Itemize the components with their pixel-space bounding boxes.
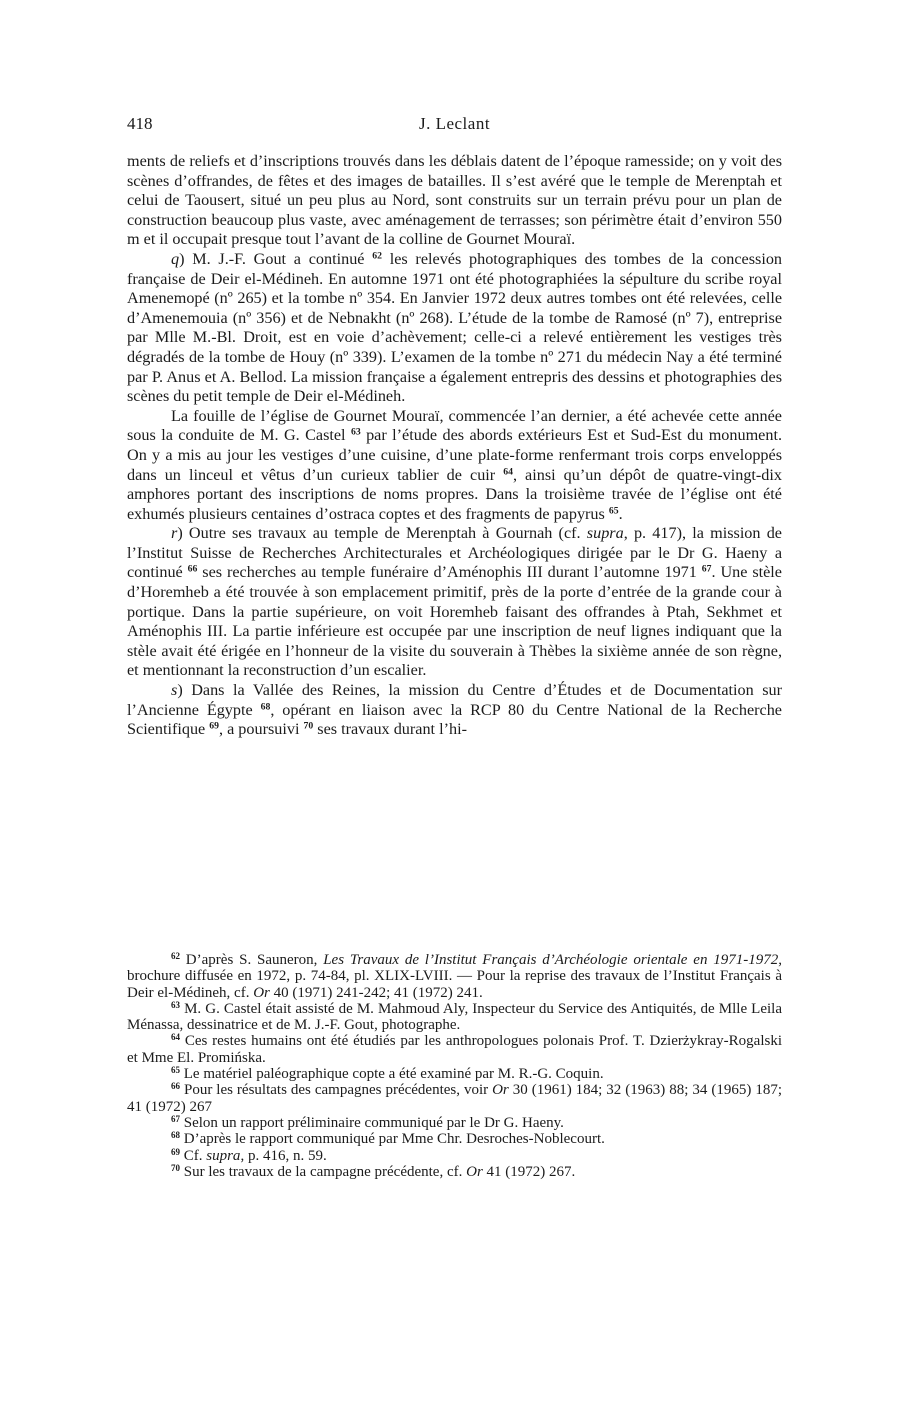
text-run: D’après S. Sauneron,	[180, 952, 324, 968]
page-header	[127, 114, 782, 138]
footnote-ref: 63	[350, 426, 361, 438]
footnote	[127, 1115, 782, 1131]
paragraph	[127, 681, 782, 740]
text-run: Sur les travaux de la campagne précédente, cf.	[180, 1163, 467, 1180]
italic-text: Or	[492, 1082, 509, 1099]
italic-text: s	[171, 681, 178, 700]
text-run: D’après le rapport communiqué par Mme Chr. Desroches-Noblecourt.	[180, 1131, 605, 1148]
paragraph	[127, 407, 782, 525]
text-run: ments de reliefs et d’inscriptions trouvés dans les déblais datent de l’époque ramesside; on y voit des scènes d’offrandes, de fêtes et des images de batailles. Il s’est avéré que le temple de Merenptah et celui de Taousert, situé un peu plus au Nord, sont construits sur un terrain prévu pour un plan de construction beaucoup plus vaste, avec aménagement de terrasses; son périmètre était d’environ 550 m et il occupait presque tout l’avant de la colline de Gournet Mouraï.	[127, 152, 782, 249]
text-run: . Une stèle d’Horemheb a été trouvée à son emplacement primitif, près de la porte d’entrée de la grande cour à portique. Dans la partie supérieure, on voit Horemheb faisant des offrandes à Ptah, Sekhmet et Aménophis III. La partie inférieure est occupée par une inscription de neuf lignes indiquant que la stèle avait été érigée en l’honneur de la visite du souverain à Thèbes la sixième année de son règne, et mentionnant la reconstruction d’un escalier.	[127, 563, 782, 680]
italic-text: Or	[466, 1163, 483, 1180]
footnote	[127, 1066, 782, 1082]
text-run: 41 (1972) 267.	[482, 1163, 576, 1180]
footnote-number: 62	[171, 951, 180, 962]
italic-text: supra	[586, 524, 624, 543]
text-run: Selon un rapport préliminaire communiqué par le Dr G. Haeny.	[180, 1114, 564, 1131]
footnote	[127, 952, 782, 1001]
text-run: par l’étude des abords extérieurs Est et Sud-Est du monument. On y a mis au jour les vestiges d’une cuisine, d’une plate-forme renfermant trois corps enveloppés dans un linceul et vêtus d’un curieux tablier de cuir	[127, 426, 783, 484]
footnote-number: 63	[171, 999, 180, 1010]
italic-text: supra	[206, 1147, 241, 1164]
text-run: .	[618, 504, 623, 523]
text-run: ses recherches au temple funéraire d’Aménophis III durant l’automne 1971	[197, 563, 702, 582]
text-run: La fouille de l’église de Gournet Mouraï, commencée l’an dernier, a été achevée cette année sous la conduite de M. G. Castel	[127, 406, 782, 445]
italic-text: Les Travaux de l’Institut Français d’Archéologie orientale en 1971-1972	[323, 952, 779, 968]
footnote	[127, 1148, 782, 1164]
footnote	[127, 1033, 782, 1066]
footnote-number: 64	[171, 1032, 180, 1043]
footnote-number: 66	[171, 1081, 180, 1092]
paragraph	[127, 250, 782, 407]
footnote-number: 65	[171, 1065, 180, 1076]
text-run: M. G. Castel était assisté de M. Mahmoud Aly, Inspecteur du Service des Antiquités, de Mlle Leila Ménassa, dessinatrice et de M. J.-F. Gout, photographe.	[127, 1000, 782, 1034]
footnote-number: 67	[171, 1114, 180, 1125]
text-run: ) Outre ses travaux au temple de Merenptah à Gournah (cf.	[177, 524, 587, 543]
footnote	[127, 1082, 782, 1115]
text-run: , p. 416, n. 59.	[240, 1147, 327, 1164]
footnote-ref: 70	[303, 720, 314, 732]
text-run: 30 (1961) 184; 32 (1963) 88; 34 (1965) 187; 41 (1972) 267	[127, 1082, 782, 1115]
text-run: , a poursuivi	[218, 720, 304, 739]
footnote-ref: 62	[372, 250, 382, 262]
text-run: Le matériel paléographique copte a été examiné par M. R.-G. Coquin.	[180, 1066, 604, 1083]
italic-text: Or	[253, 984, 270, 1001]
text-run: , opérant en liaison avec la RCP 80 du Centre National de la Recherche Scientifique	[127, 700, 782, 739]
footnote-ref: 69	[209, 720, 219, 732]
footnote-ref: 64	[503, 466, 513, 478]
text-run: ses travaux durant l’hi-	[313, 720, 467, 739]
italic-text: q	[171, 249, 180, 268]
text-run: , p. 417), la mission de l’Institut Suisse de Recherches Architecturales et Archéologiques dirigée par le Dr G. Haeny a continué	[127, 524, 782, 582]
footnote	[127, 1164, 782, 1180]
footnote-number: 70	[171, 1162, 180, 1173]
text-run: 40 (1971) 241-242; 41 (1972) 241.	[269, 984, 483, 1001]
footnotes	[127, 952, 782, 1180]
text-run: Pour les résultats des campagnes précédentes, voir	[180, 1082, 493, 1099]
text-run: , brochure diffusée en 1972, p. 74-84, pl. XLIX-LVIII. — Pour la reprise des travaux de l’Institut Français à Deir el-Médineh, cf.	[127, 952, 782, 1001]
paragraph	[127, 152, 782, 250]
body-text	[127, 152, 782, 740]
footnote	[127, 1131, 782, 1147]
footnote-ref: 67	[701, 564, 712, 576]
footnote	[127, 1001, 782, 1034]
paragraph	[127, 524, 782, 681]
text-run: , ainsi qu’un dépôt de quatre-vingt-dix amphores portant des inscriptions de noms propres. Dans la troisième travée de l’église ont été exhumés plusieurs centaines d’ostraca coptes et des fragments de papyrus	[127, 465, 782, 523]
text-run: Cf.	[180, 1147, 207, 1164]
footnote-number: 69	[171, 1146, 180, 1157]
text-run: les relevés photographiques des tombes de la concession française de Deir el-Médineh. En automne 1971 ont été photographiées la sépulture du scribe royal Amenemopé (nº 265) et la tombe nº 354. En Janvier 1972 deux autres tombes ont été relevées, celle d’Amenemouia (nº 356) et de Nebnakht (nº 268). L’étude de la tombe de Ramosé (nº 7), entreprise par Mlle M.-Bl. Droit, est en voie d’achèvement; celle-ci a relevé entièrement les vestiges très dégradés de la tombe de Houy (nº 339). L’examen de la tombe nº 271 du médecin Nay a été terminé par P. Anus et A. Bellod. La mission française a également entrepris des dessins et photographies des scènes du petit temple de Deir el-Médineh.	[127, 249, 783, 406]
footnote-ref: 68	[260, 701, 271, 713]
page-number: 418	[127, 114, 153, 133]
footnote-number: 68	[171, 1130, 180, 1141]
text-run: ) M. J.-F. Gout a continué	[179, 249, 373, 268]
running-title: J. Leclant	[418, 114, 491, 133]
italic-text: r	[171, 524, 178, 543]
text-run: Ces restes humains ont été étudiés par les anthropologues polonais Prof. T. Dzierżykray-Rogalski et Mme El. Promińska.	[127, 1033, 782, 1066]
text-run: ) Dans la Vallée des Reines, la mission du Centre d’Études et de Documentation sur l’Ancienne Égypte	[127, 681, 782, 719]
footnote-ref: 65	[608, 505, 619, 517]
footnote-ref: 66	[187, 564, 198, 576]
